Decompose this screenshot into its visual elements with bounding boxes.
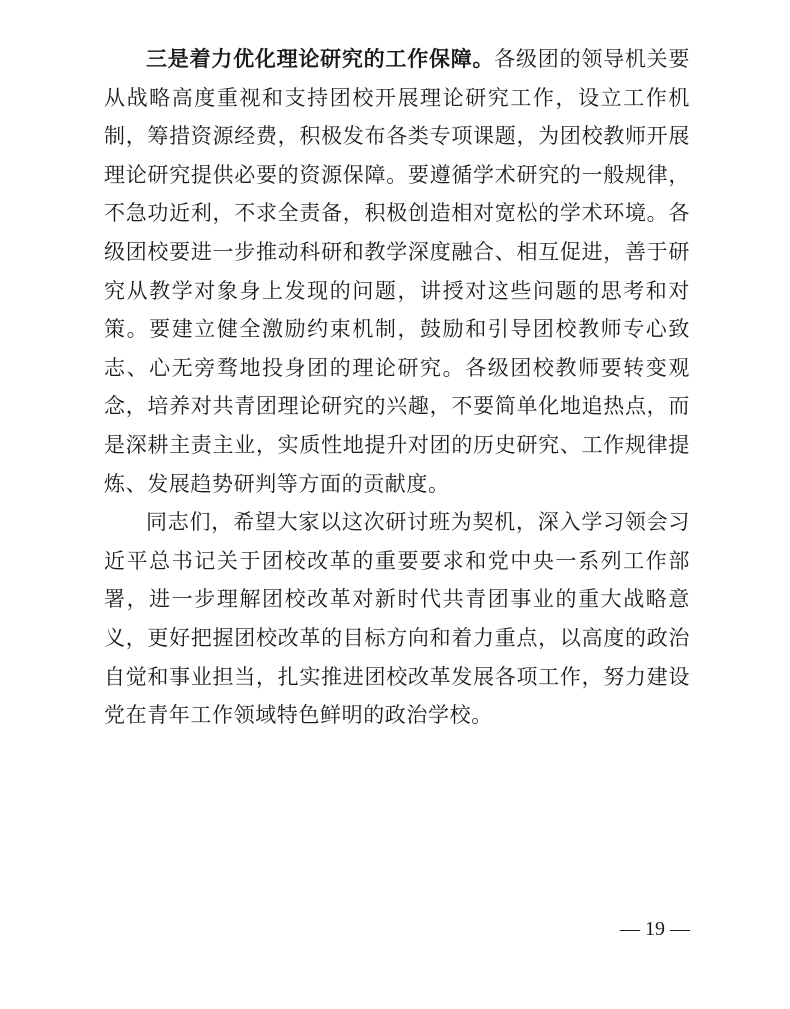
paragraph-closing bbox=[104, 503, 690, 735]
paragraph-lead: 三是着力优化理论研究的工作保障。 bbox=[146, 46, 495, 71]
page-number: — 19 — bbox=[620, 918, 690, 940]
paragraph-work-guarantee bbox=[104, 40, 690, 503]
paragraph-body: 各级团的领导机关要从战略高度重视和支持团校开展理论研究工作，设立工作机制，筹措资源经费，积极发布各类专项课题，为团校教师开展理论研究提供必要的资源保障。要遵循学术研究的一般规律，不急功近利，不求全责备，积极创造相对宽松的学术环境。各级团校要进一步推动科研和教学深度融合、相互促进，善于研究从教学对象身上发现的问题，讲授对这些问题的思考和对策。要建立健全激励约束机制，鼓励和引导团校教师专心致志、心无旁骛地投身团的理论研究。各级团校教师要转变观念，培养对共青团理论研究的兴趣，不要简单化地追热点，而是深耕主责主业，实质性地提升对团的历史研究、工作规律提炼、发展趋势研判等方面的贡献度。 bbox=[104, 47, 690, 496]
body-text bbox=[104, 40, 690, 735]
paragraph-body: 同志们，希望大家以这次研讨班为契机，深入学习领会习近平总书记关于团校改革的重要要求和党中央一系列工作部署，进一步理解团校改革对新时代共青团事业的重大战略意义，更好把握团校改革的目标方向和着力重点，以高度的政治自觉和事业担当，扎实推进团校改革发展各项工作，努力建设党在青年工作领域特色鲜明的政治学校。 bbox=[104, 510, 690, 728]
